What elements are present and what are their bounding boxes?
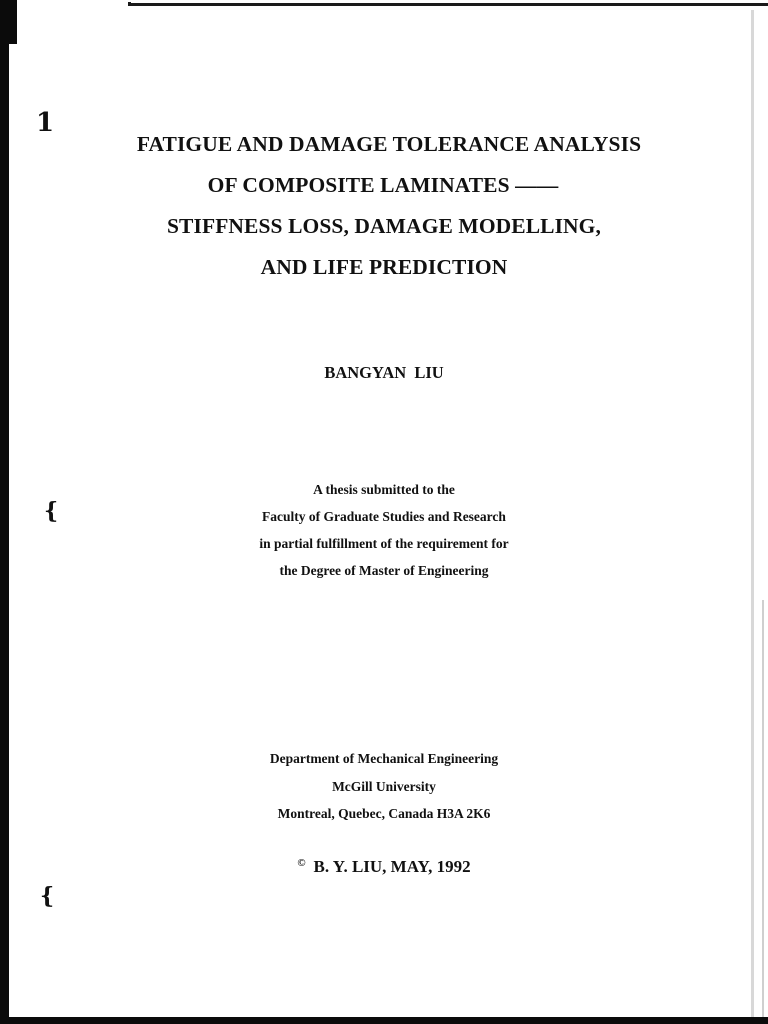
title-line: AND LIFE PREDICTION (260, 255, 508, 279)
margin-mark: { (44, 498, 59, 524)
copyright-text: B. Y. LIU, MAY, 1992 (313, 857, 471, 876)
address: Montreal, Quebec, Canada H3A 2K6 (277, 806, 491, 821)
margin-mark: 1 (36, 108, 55, 138)
thesis-title (0, 124, 768, 288)
affiliation-block (0, 745, 768, 828)
university: McGill University (332, 778, 436, 794)
copyright-notice (0, 851, 768, 879)
submission-line: Faculty of Graduate Studies and Research (262, 509, 506, 524)
scan-border-left-notch (9, 0, 17, 44)
scan-speck (128, 2, 131, 5)
scan-border-bottom (0, 1017, 768, 1024)
title-line: FATIGUE AND DAMAGE TOLERANCE ANALYSIS (136, 132, 642, 156)
submission-line: A thesis submitted to the (313, 482, 455, 497)
title-line: OF COMPOSITE LAMINATES —— (207, 173, 559, 197)
department: Department of Mechanical Engineering (269, 751, 499, 766)
title-line: STIFFNESS LOSS, DAMAGE MODELLING, (167, 214, 601, 238)
submission-line: the Degree of Master of Engineering (279, 563, 489, 578)
copyright-symbol: © (297, 857, 306, 869)
submission-statement (0, 476, 768, 584)
scan-border-top (128, 3, 768, 6)
margin-mark: { (40, 883, 55, 909)
author-name: BANGYAN LIU (324, 363, 444, 382)
submission-line: in partial fulfillment of the requirement for (259, 536, 509, 551)
